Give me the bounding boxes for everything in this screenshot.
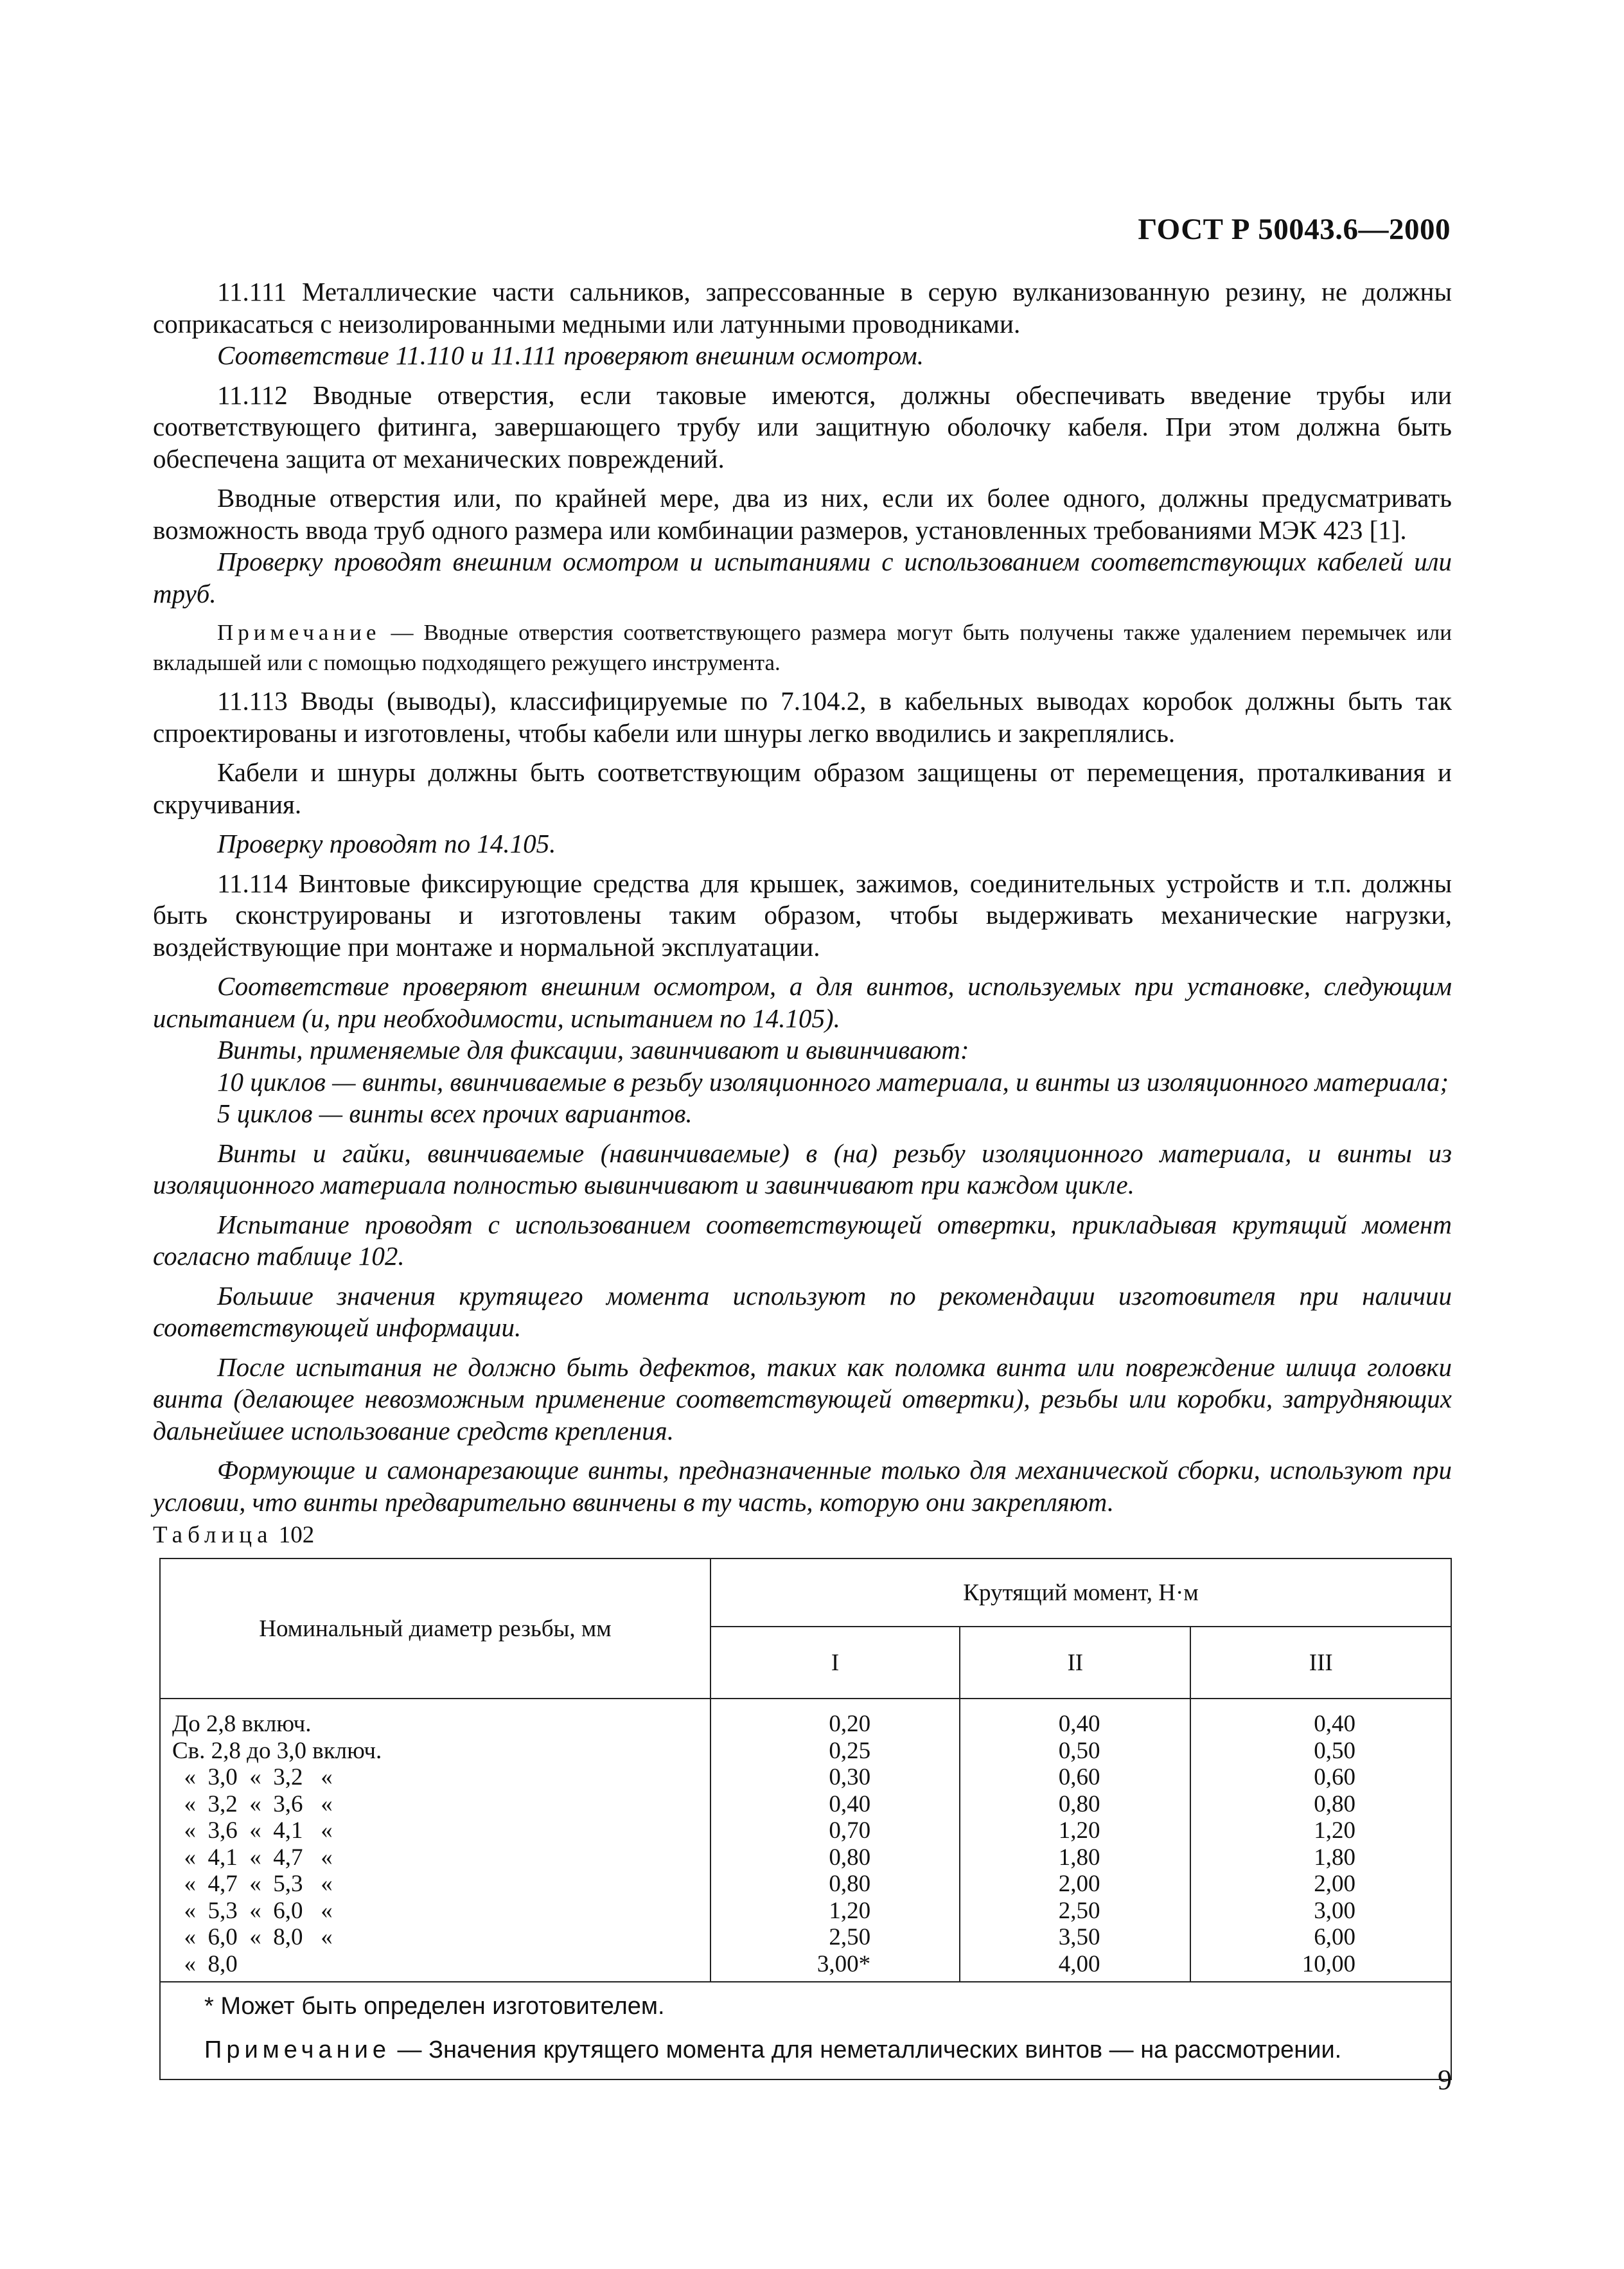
diameter-cell: « 3,2 « 3,6 « (172, 1790, 333, 1817)
table-caption-number: 102 (278, 1522, 315, 1548)
paragraph-after-test: После испытания не должно быть дефектов, таких как поломка винта или повреждение шлица головки винта (делающее невозможным применение соответствующей отвертки), резьбы или коробки, затрудняющих дальнейшее использование средств крепления. (153, 1352, 1452, 1445)
torque-ii-cell: 2,00 (1058, 1871, 1100, 1897)
note-entry-openings (153, 617, 1452, 678)
torque-i-cell: 2,50 (829, 1924, 871, 1950)
paragraph-verification: Проверку проводят внешним осмотром и испытаниями с использованием соответствующих кабелей или труб. (153, 547, 1452, 608)
paragraph-11-111: 11.111 Металлические части сальников, запрессованные в серую вулканизованную резину, не должны соприкасаться с неизолированными медными или латунными проводниками. (153, 277, 1452, 339)
table-note-label: Примечание (204, 2036, 391, 2063)
torque-i-column (710, 1699, 960, 1982)
torque-iii-cell: 0,50 (1314, 1737, 1355, 1764)
torque-ii-cell: 3,50 (1058, 1924, 1100, 1950)
torque-ii-cell: 2,50 (1058, 1897, 1100, 1924)
diameter-cell: Св. 2,8 до 3,0 включ. (172, 1737, 382, 1764)
diameter-cell: « 4,1 « 4,7 « (172, 1844, 333, 1871)
torque-i-cell: 0,80 (829, 1871, 871, 1897)
torque-iii-cell: 2,00 (1314, 1871, 1355, 1897)
paragraph-compliance-screws: Соответствие проверяют внешним осмотром, а для винтов, используемых при установке, следующим испытанием (и, при необходимости, испытанием по 14.105). (153, 971, 1452, 1033)
paragraph-test-torque: Испытание проводят с использованием соответствующей отвертки, прикладывая крутящий момент согласно таблице 102. (153, 1209, 1452, 1271)
diameter-cell: « 6,0 « 8,0 « (172, 1924, 333, 1950)
torque-ii-cell: 1,20 (1058, 1817, 1100, 1844)
torque-iii-cell: 0,60 (1314, 1764, 1355, 1790)
torque-iii-cell: 0,80 (1314, 1790, 1355, 1817)
document-body (153, 276, 1452, 1518)
paragraph-11-113: 11.113 Вводы (выводы), классифицируемые по 7.104.2, в кабельных выводах коробок должны быть так спроектированы и изготовлены, чтобы кабели или шнуры легко вводились и закреплялись. (153, 686, 1452, 748)
note-text: — Вводные отверстия соответствующего размера могут быть получены также удалением перемычек или вкладышей или с помощью подходящего режущего инструмента. (153, 620, 1452, 675)
torque-ii-cell: 1,80 (1058, 1844, 1100, 1871)
torque-i-cell: 1,20 (829, 1897, 871, 1924)
paragraph-self-tapping: Формующие и самонарезающие винты, предназначенные только для механической сборки, используют при условии, что винты предварительно ввинчены в ту часть, которую они закрепляют. (153, 1455, 1452, 1517)
torque-i-cell: 0,30 (829, 1764, 871, 1790)
page-number: 9 (1438, 2064, 1452, 2096)
table-note-text: — Значения крутящего момента для неметаллических винтов — на рассмотрении. (390, 2036, 1342, 2063)
torque-i-cell: 0,70 (829, 1817, 871, 1844)
torque-iii-cell: 0,40 (1314, 1711, 1355, 1737)
header-col-ii: II (960, 1627, 1190, 1699)
paragraph-verification-14-105: Проверку проводят по 14.105. (217, 829, 556, 858)
torque-iii-column (1190, 1699, 1451, 1982)
torque-iii-cell: 6,00 (1314, 1924, 1355, 1950)
torque-ii-cell: 0,60 (1058, 1764, 1100, 1790)
torque-ii-cell: 0,50 (1058, 1737, 1100, 1764)
table-caption (153, 1521, 314, 1549)
table-note (204, 2034, 1451, 2066)
paragraph-11-114: 11.114 Винтовые фиксирующие средства для крышек, зажимов, соединительных устройств и т.п. должны быть сконструированы и изготовлены таким образом, чтобы выдерживать механические нагрузки, воздействующие при монтаже и нормальной эксплуатации. (153, 868, 1452, 962)
diameter-cell: « 5,3 « 6,0 « (172, 1897, 333, 1924)
torque-iii-cell: 1,20 (1314, 1817, 1355, 1844)
paragraph-screws-nuts: Винты и гайки, ввинчиваемые (навинчиваемые) в (на) резьбу изоляционного материала, и винты из изоляционного материала полностью вывинчивают и завинчивают при каждом цикле. (153, 1138, 1452, 1199)
paragraph-entry-openings: Вводные отверстия или, по крайней мере, два из них, если их более одного, должны предусматривать возможность ввода труб одного размера или комбинации размеров, установленных требованиями МЭК 423 [1]. (153, 483, 1452, 545)
document-header: ГОСТ Р 50043.6—2000 (1138, 213, 1451, 246)
torque-ii-column (960, 1699, 1190, 1982)
torque-ii-cell: 0,80 (1058, 1790, 1100, 1817)
diameter-cell: « 8,0 (172, 1950, 238, 1977)
torque-i-cell: 0,40 (829, 1790, 871, 1817)
paragraph-10-cycles: 10 циклов — винты, ввинчиваемые в резьбу изоляционного материала, и винты из изоляционного материала; (217, 1066, 1449, 1097)
table-footer (160, 1982, 1451, 2079)
torque-ii-cell: 4,00 (1058, 1950, 1100, 1977)
torque-iii-cell: 10,00 (1302, 1950, 1355, 1977)
note-label: Примечание (217, 620, 381, 645)
header-col-iii: III (1190, 1627, 1451, 1699)
torque-table (159, 1558, 1452, 2080)
torque-ii-cell: 0,40 (1058, 1711, 1100, 1737)
torque-i-cell: 0,80 (829, 1844, 871, 1871)
diameter-column (160, 1699, 710, 1982)
header-torque: Крутящий момент, Н·м (710, 1558, 1451, 1627)
header-diameter: Номинальный диаметр резьбы, мм (160, 1558, 710, 1699)
torque-iii-cell: 1,80 (1314, 1844, 1355, 1871)
diameter-cell: До 2,8 включ. (172, 1711, 312, 1737)
paragraph-screws-fixing: Винты, применяемые для фиксации, завинчивают и вывинчивают: (217, 1035, 969, 1064)
table-footnote: * Может быть определен изготовителем. (204, 1993, 665, 2020)
table-caption-label: Таблица (153, 1522, 273, 1548)
table-body-row (160, 1699, 1451, 1982)
paragraph-11-112: 11.112 Вводные отверстия, если таковые имеются, должны обеспечивать введение трубы или соответствующего фитинга, завершающего трубу или защитную оболочку кабеля. При этом должна быть обеспечена защита от механических повреждений. (153, 380, 1452, 473)
paragraph-5-cycles: 5 циклов — винты всех прочих вариантов. (217, 1099, 693, 1128)
paragraph-cables-protection: Кабели и шнуры должны быть соответствующим образом защищены от перемещения, проталкивания и скручивания. (153, 757, 1452, 819)
paragraph-larger-torque: Большие значения крутящего момента используют по рекомендации изготовителя при наличии соответствующей информации. (153, 1280, 1452, 1342)
torque-i-cell: 0,25 (829, 1737, 871, 1764)
torque-i-cell: 0,20 (829, 1711, 871, 1737)
torque-iii-cell: 3,00 (1314, 1897, 1355, 1924)
diameter-cell: « 4,7 « 5,3 « (172, 1871, 333, 1897)
header-col-i: I (710, 1627, 960, 1699)
diameter-cell: « 3,6 « 4,1 « (172, 1817, 333, 1844)
torque-i-cell: 3,00* (816, 1950, 871, 1977)
paragraph-compliance-check: Соответствие 11.110 и 11.111 проверяют внешним осмотром. (217, 340, 924, 370)
diameter-cell: « 3,0 « 3,2 « (172, 1764, 333, 1790)
